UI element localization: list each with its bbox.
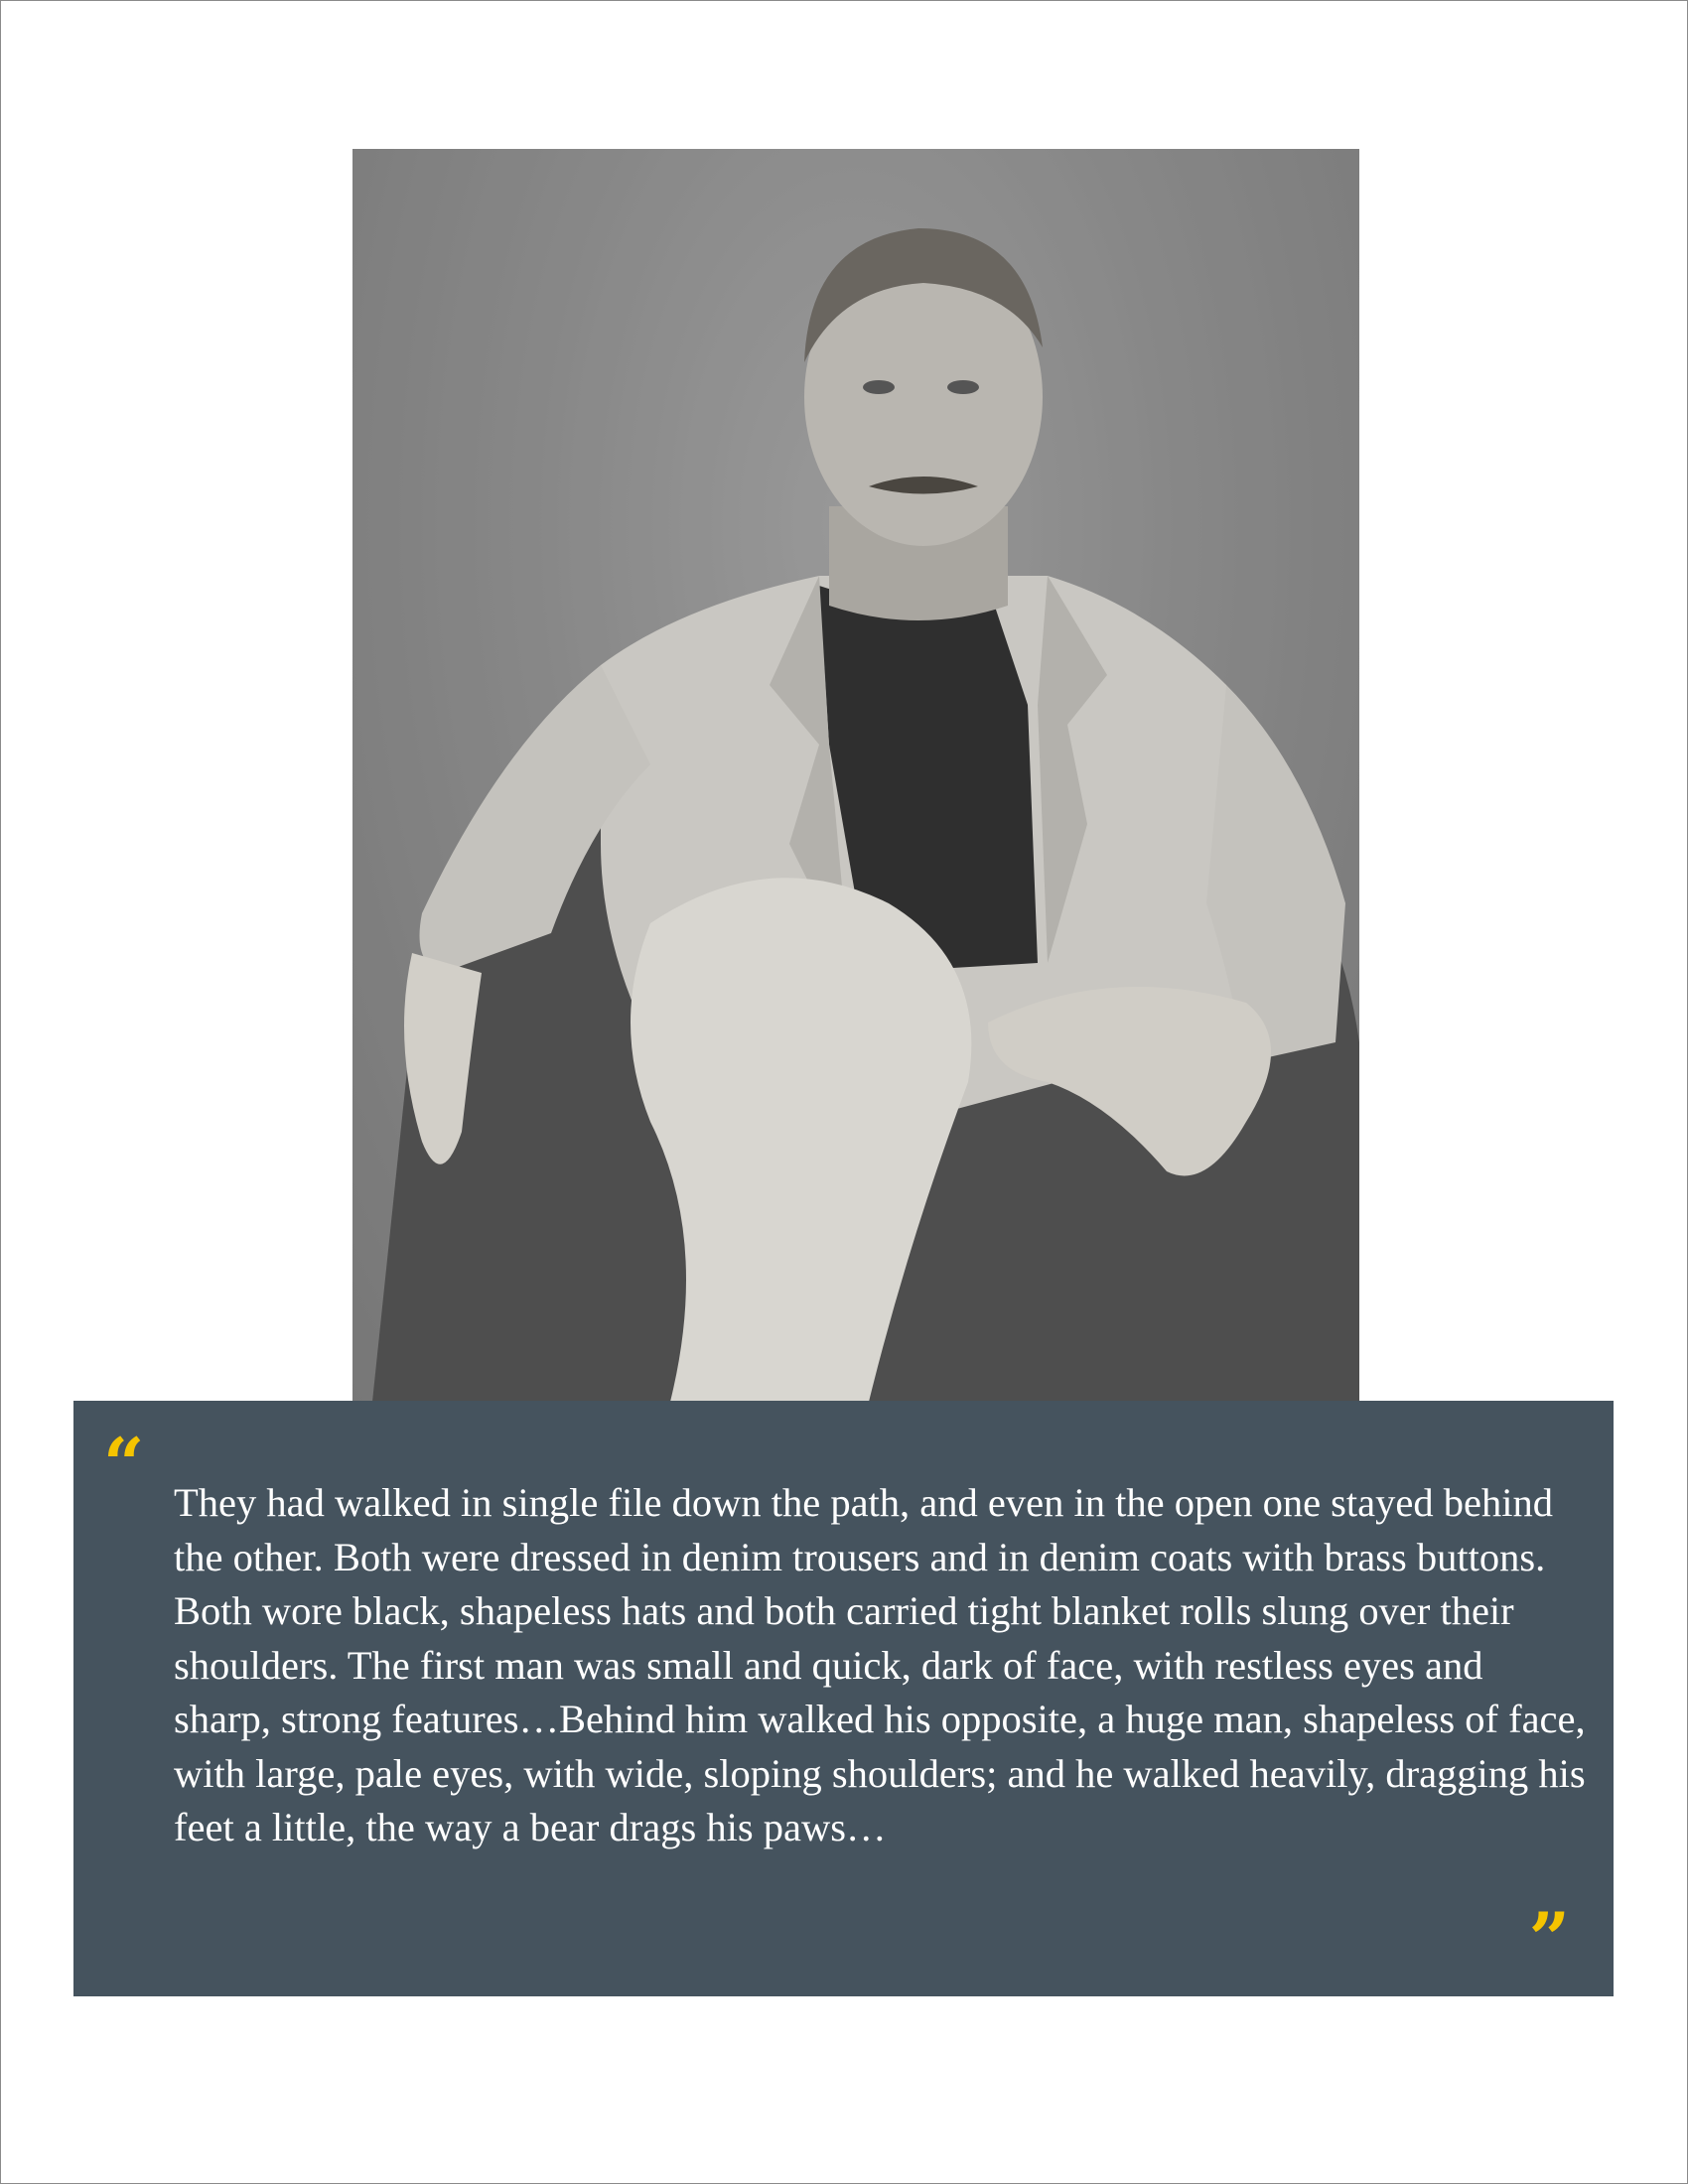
quote-text: They had walked in single file down the path, and even in the open one stayed behind the other. Both were dressed in denim trousers and in denim coats with brass buttons. Both wore black, shapeless hats and both carried tight blanket rolls slung over their shoulders. The first man was small and quick, dark of face, with restless eyes and sharp, strong features…Behind him walked his opposite, a huge man, shapeless of face, with large, pale eyes, with wide, sloping shoulders; and he walked heavily, dragging his feet a little, the way a bear drags his paws… [174,1480,1586,1849]
quote-box [73,1401,1614,1996]
open-quote-icon: “ [103,1422,145,1506]
portrait-illustration [352,149,1359,1402]
close-quote-icon: ” [1528,1896,1570,1980]
portrait-photo [352,149,1359,1402]
